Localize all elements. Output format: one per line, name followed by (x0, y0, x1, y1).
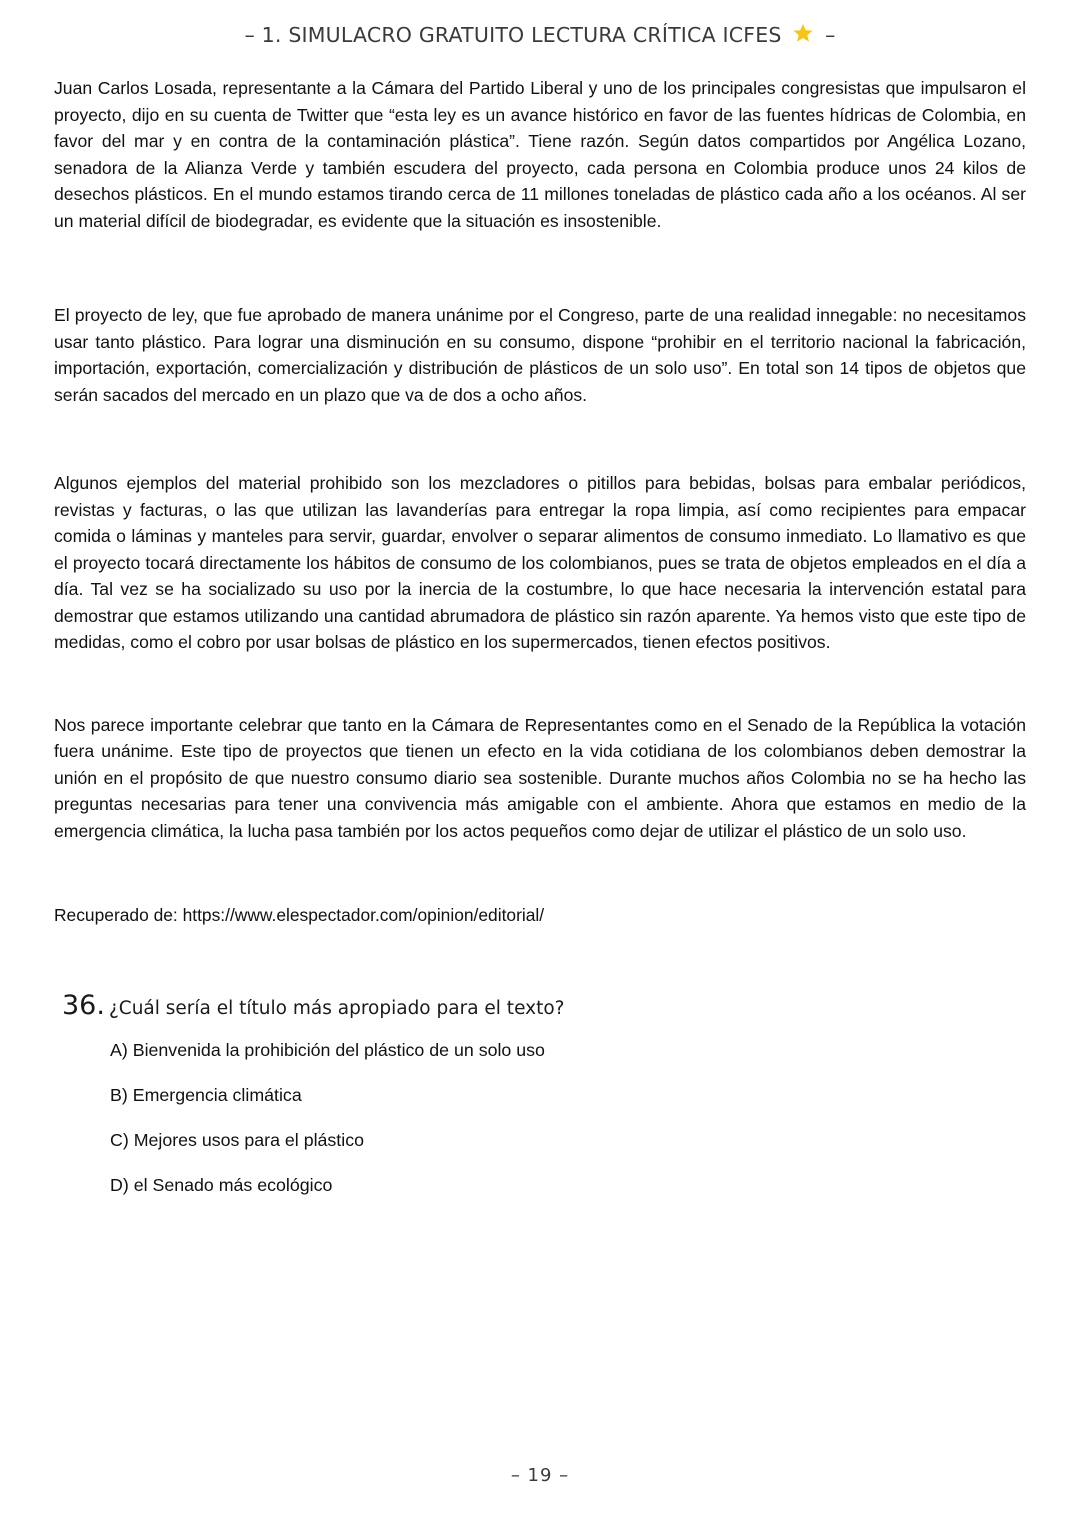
paragraph-spacer (54, 234, 1026, 302)
question-number: 36. (62, 990, 105, 1021)
question-row (54, 990, 1026, 1021)
paragraph-spacer (54, 844, 1026, 902)
option-b[interactable]: B) Emergencia climática (110, 1085, 302, 1105)
question-block (54, 990, 1026, 1198)
paragraph-4: Nos parece importante celebrar que tanto en la Cámara de Representantes como en el Senado de la República la votación fuera unánime. Este tipo de proyectos que tienen un efecto en la vida cotidiana de los colombianos deben demostrar la unión en el propósito de que nuestro consumo diario sea sostenible. Durante muchos años Colombia no se ha hecho las preguntas necesarias para tener una convivencia más amigable con el ambiente. Ahora que estamos en medio de la emergencia climática, la lucha pasa también por los actos pequeños como dejar de utilizar el plástico de un solo uso. (54, 714, 1026, 841)
page-header (54, 22, 1026, 49)
paragraph-spacer (54, 408, 1026, 470)
paragraph-3: Algunos ejemplos del material prohibido son los mezcladores o pitillos para bebidas, bolsas para embalar periódicos, revistas y facturas, o las que utilizan las lavanderías para entregar la ropa limpia, así como recipientes para empacar comida o láminas y manteles para servir, guardar, envolver o separar alimentos de consumo inmediato. Lo llamativo es que el proyecto tocará directamente los hábitos de consumo de los colombianos, pues se trata de objetos empleados en el día a día. Tal vez se ha socializado su uso por la inercia de la costumbre, lo que hace necesaria la intervención estatal para demostrar que estamos utilizando una cantidad abrumadora de plástico sin razón aparente. Ya hemos visto que este tipo de medidas, como el cobro por usar bolsas de plástico en los supermercados, tienen efectos positivos. (54, 473, 1026, 652)
source-attribution: Recuperado de: https://www.elespectador.com/opinion/editorial/ (54, 905, 545, 925)
paragraph-spacer (54, 656, 1026, 712)
option-c[interactable]: C) Mejores usos para el plástico (110, 1130, 364, 1150)
page-footer: – 19 – (510, 1465, 570, 1486)
header-right-dash: – (825, 23, 836, 47)
header-left-dash: – (244, 23, 255, 47)
option-d[interactable]: D) el Senado más ecológico (110, 1175, 333, 1195)
star-icon (792, 22, 814, 49)
option-a[interactable]: A) Bienvenida la prohibición del plástico de un solo uso (110, 1040, 545, 1060)
paragraph-1: Juan Carlos Losada, representante a la Cámara del Partido Liberal y uno de los principales congresistas que impulsaron el proyecto, dijo en su cuenta de Twitter que “esta ley es un avance histórico en favor de las fuentes hídricas de Colombia, en favor del mar y en contra de la contaminación plástica”. Tiene razón. Según datos compartidos por Angélica Lozano, senadora de la Alianza Verde y también escudera del proyecto, cada persona en Colombia produce unos 24 kilos de desechos plásticos. En el mundo estamos tirando cerca de 11 millones toneladas de plástico cada año a los océanos. Al ser un material difícil de biodegradar, es evidente que la situación es insostenible. (54, 78, 1026, 231)
question-text: ¿Cuál sería el título más apropiado para el texto? (108, 998, 565, 1019)
paragraph-spacer (54, 928, 1026, 990)
paragraph-2: El proyecto de ley, que fue aprobado de manera unánime por el Congreso, parte de una realidad innegable: no necesitamos usar tanto plástico. Para lograr una disminución en su consumo, dispone “prohibir en el territorio nacional la fabricación, importación, exportación, comercialización y distribución de plásticos de un solo uso”. En total son 14 tipos de objetos que serán sacados del mercado en un plazo que va de dos a ocho años. (54, 305, 1026, 405)
options-list (54, 1037, 1026, 1198)
header-title: 1. SIMULACRO GRATUITO LECTURA CRÍTICA ICFES (261, 23, 782, 47)
